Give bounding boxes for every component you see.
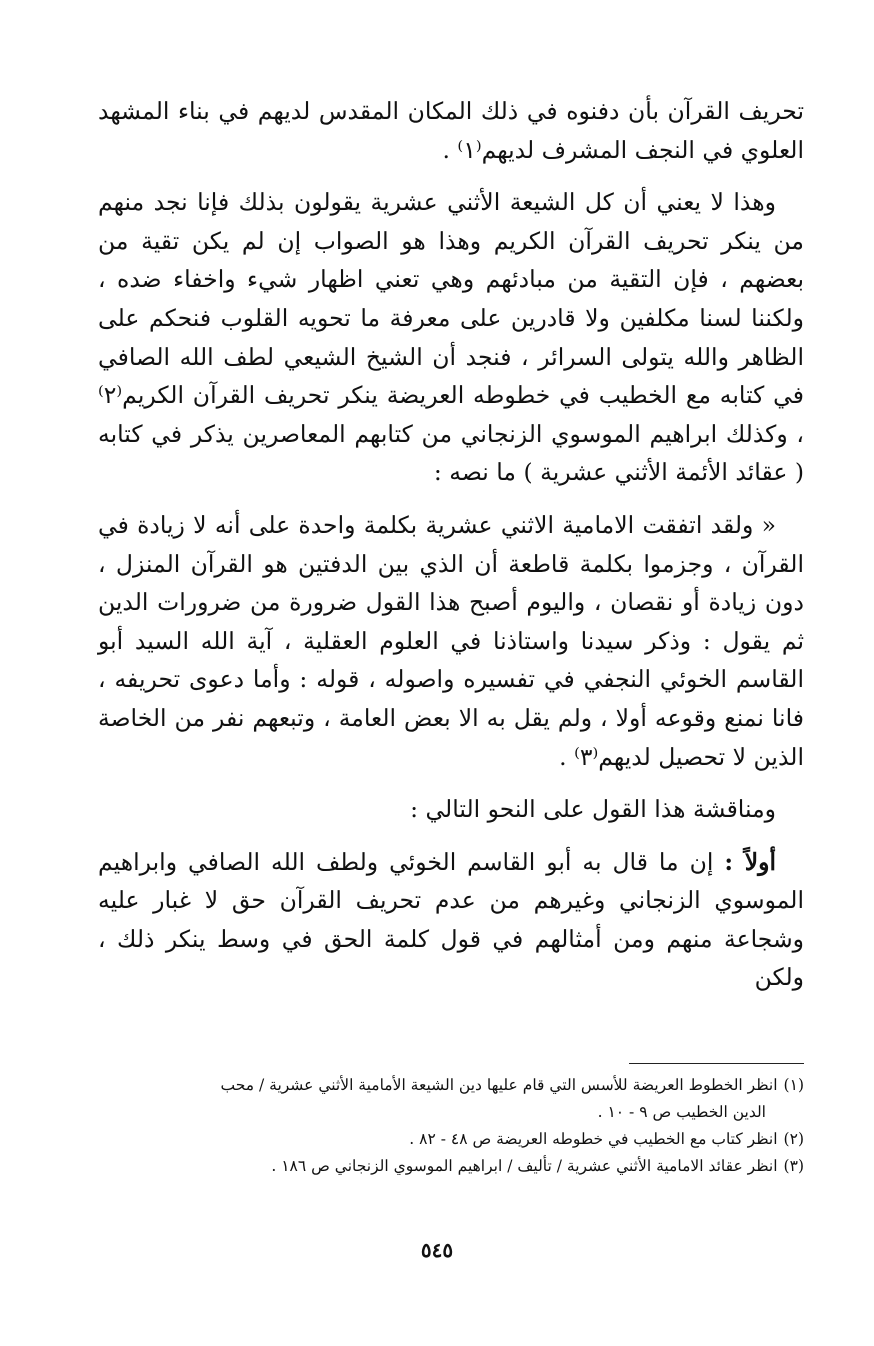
main-text [98, 92, 804, 997]
footnote-1-continuation: الدين الخطيب ص ٩ - ١٠ . [597, 1103, 766, 1121]
footnote-number: (٢) [783, 1130, 804, 1148]
page-number: ٥٤٥ [420, 1238, 454, 1262]
paragraph-first-point [98, 843, 804, 997]
paragraph-quotation: « ولقد اتفقت الامامية الاثني عشرية بكلمة واحدة على أنه لا زيادة في القرآن ، وجزموا بكلمة قاطعة أن الذي بين الدفتين هو القرآن المنزل ، دون زيادة أو نقصان ، واليوم أصبح هذا القول ضرورة من ضرورات الدين ثم يقول : وذكر سيدنا واستاذنا في العلوم العقلية ، آية الله السيد أبو القاسم الخوئي النجفي في تفسيره واصوله ، قوله : وأما دعوى تحريفه ، فانا نمنع وقوعه أولا ، ولم يقل به الا بعض العامة ، وتبعهم نفر من الخاصة الذين لا تحصيل لديهم⁽٣⁾ . [98, 510, 804, 771]
first-point-text: إن ما قال به أبو القاسم الخوئي ولطف الله الصافي وابراهيم الموسوي الزنجاني وغيرهم من عدم تحريف القرآن حق لا غبار عليه وشجاعة منهم ومن أمثالهم في قول كلمة الحق في وسط ينكر ذلك ، ولكن [98, 847, 804, 992]
paragraph-continuation: تحريف القرآن بأن دفنوه في ذلك المكان المقدس لديهم في بناء المشهد العلوي في النجف المشرف لديهم⁽١⁾ . [98, 97, 804, 164]
footnote-2 [98, 1126, 804, 1153]
footnote-text: انظر كتاب مع الخطيب في خطوطه العريضة ص ٤٨ - ٨٢ . [409, 1130, 778, 1148]
footnote-separator [629, 1063, 804, 1064]
footnote-number: (١) [783, 1076, 804, 1094]
footnotes [98, 1072, 804, 1180]
footnote-text: انظر عقائد الامامية الأثني عشرية / تأليف / ابراهيم الموسوي الزنجاني ص ١٨٦ . [271, 1157, 778, 1175]
paragraph-discussion-intro: ومناقشة هذا القول على النحو التالي : [410, 795, 776, 824]
footnote-1 [98, 1072, 804, 1099]
first-point-label: أولاً : [724, 847, 776, 876]
paragraph-taqiyya: وهذا لا يعني أن كل الشيعة الأثني عشرية يقولون بذلك فإنا نجد منهم من ينكر تحريف القرآن الكريم وهذا هو الصواب إن لم يكن تقية من بعضهم ، فإن التقية من مبادئهم وهي تعني اظهار شيء واخفاء ضده ، ولكننا لسنا مكلفين ولا قادرين على معرفة ما تحويه القلوب فنحكم على الظاهر والله يتولى السرائر ، فنجد أن الشيخ الشيعي لطف الله الصافي في كتابه مع الخطيب في خطوطه العريضة ينكر تحريف القرآن الكريم⁽٢⁾ ، وكذلك ابراهيم الموسوي الزنجاني من كتابهم المعاصرين يذكر في كتابه ( عقائد الأئمة الأثني عشرية ) ما نصه : [98, 188, 804, 487]
footnote-text: انظر الخطوط العريضة للأسس التي قام عليها دين الشيعة الأمامية الأثني عشرية / محب [220, 1076, 778, 1094]
footnote-number: (٣) [783, 1157, 804, 1175]
footnote-3 [98, 1153, 804, 1180]
